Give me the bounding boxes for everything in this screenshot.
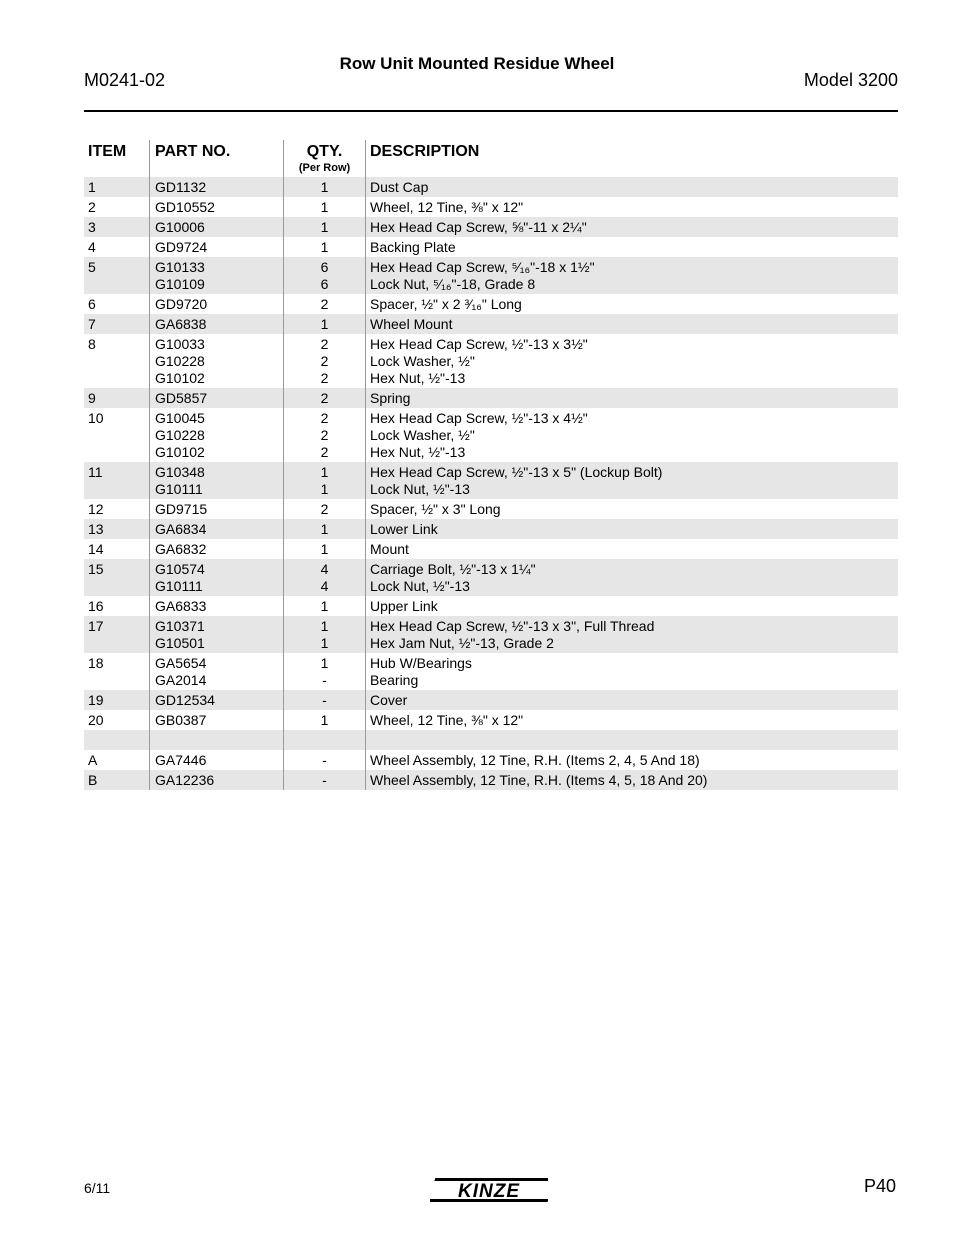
quantity: - (322, 692, 327, 708)
part-number: GA2014 (155, 672, 207, 688)
desc-cell (365, 519, 898, 539)
qty-cell (283, 730, 365, 750)
item-cell (84, 770, 149, 790)
col-part-header: PART NO. (149, 140, 283, 177)
quantity: 2 (320, 427, 329, 443)
quantity: - (322, 772, 327, 788)
qty-cell (283, 710, 365, 730)
desc-cell (365, 616, 898, 653)
item-cell (84, 197, 149, 217)
qty-cell (283, 257, 365, 294)
description: Lock Nut, ½"-13 (370, 578, 470, 594)
quantity: - (322, 752, 327, 768)
item-number: 15 (88, 561, 104, 577)
item-number: 19 (88, 692, 104, 708)
quantity: 1 (320, 219, 329, 235)
kinze-logo (430, 1176, 548, 1204)
part-number: GA6833 (155, 598, 207, 614)
quantity: 2 (320, 390, 329, 406)
part-cell (149, 559, 283, 596)
part-cell (149, 596, 283, 616)
part-number: GD5857 (155, 390, 208, 406)
part-cell (149, 499, 283, 519)
part-number: GD9715 (155, 501, 208, 517)
part-number: G10348 (155, 464, 205, 480)
description: Hex Nut, ½"-13 (370, 370, 466, 386)
part-cell (149, 710, 283, 730)
part-number: GD12534 (155, 692, 215, 708)
qty-cell (283, 539, 365, 559)
quantity: 1 (320, 655, 329, 671)
item-cell (84, 388, 149, 408)
part-cell (149, 388, 283, 408)
desc-cell (365, 653, 898, 690)
model-label: Model 3200 (803, 70, 898, 90)
item-number: 5 (88, 259, 96, 275)
item-number: A (88, 752, 98, 768)
description: Spacer, ½" x 2 ³⁄₁₆" Long (370, 296, 522, 312)
part-number: G10102 (155, 444, 205, 460)
table-row (84, 499, 898, 519)
table-row (84, 539, 898, 559)
quantity: 2 (320, 353, 329, 369)
quantity (284, 732, 365, 749)
qty-cell (283, 217, 365, 237)
part-number: GA12236 (155, 772, 215, 788)
description: Hex Head Cap Screw, ⁵⁄₁₆"-18 x 1½" (370, 259, 595, 275)
part-number: G10111 (155, 481, 203, 497)
description: Wheel Assembly, 12 Tine, R.H. (Items 2, 4, 5 And 18) (370, 752, 700, 768)
quantity: 2 (320, 410, 329, 426)
description: Wheel Assembly, 12 Tine, R.H. (Items 4, 5, 18 And 20) (370, 772, 708, 788)
item-cell (84, 462, 149, 499)
part-cell (149, 217, 283, 237)
qty-cell (283, 294, 365, 314)
desc-cell (365, 499, 898, 519)
part-number: GA7446 (155, 752, 207, 768)
part-number: GA6834 (155, 521, 207, 537)
qty-cell (283, 750, 365, 770)
part-cell (149, 334, 283, 388)
qty-cell (283, 499, 365, 519)
qty-cell (283, 519, 365, 539)
item-number: 3 (88, 219, 96, 235)
qty-cell (283, 197, 365, 217)
item-number: 11 (88, 464, 103, 480)
desc-cell (365, 217, 898, 237)
quantity: 2 (320, 501, 329, 517)
col-desc-header: DESCRIPTION (365, 140, 898, 177)
description: Hub W/Bearings (370, 655, 472, 671)
desc-cell (365, 710, 898, 730)
item-number: 12 (88, 501, 104, 517)
quantity: 4 (320, 578, 329, 594)
table-header (84, 140, 898, 177)
quantity: 2 (320, 370, 329, 386)
desc-cell (365, 257, 898, 294)
item-cell (84, 177, 149, 197)
quantity: 2 (320, 296, 329, 312)
description: Hex Head Cap Screw, ½"-13 x 4½" (370, 410, 588, 426)
item-cell (84, 257, 149, 294)
part-number: G10133 (155, 259, 205, 275)
part-cell (149, 730, 283, 750)
desc-cell (365, 750, 898, 770)
table-row (84, 294, 898, 314)
item-cell (84, 596, 149, 616)
table-body (84, 177, 898, 790)
table-row (84, 730, 898, 750)
table-row (84, 750, 898, 770)
part-number: GB0387 (155, 712, 207, 728)
part-number: GA6832 (155, 541, 207, 557)
desc-cell (365, 408, 898, 462)
item-cell (84, 653, 149, 690)
item-number: 13 (88, 521, 104, 537)
part-cell (149, 408, 283, 462)
quantity: - (322, 672, 327, 688)
description: Spacer, ½" x 3" Long (370, 501, 501, 517)
qty-cell (283, 559, 365, 596)
table-row (84, 770, 898, 790)
table-row (84, 314, 898, 334)
item-cell (84, 217, 149, 237)
part-number: GD10552 (155, 199, 215, 215)
desc-cell (365, 314, 898, 334)
item-cell (84, 730, 149, 750)
item-cell (84, 294, 149, 314)
qty-cell (283, 596, 365, 616)
description: Dust Cap (370, 179, 429, 195)
page-title: Row Unit Mounted Residue Wheel (339, 54, 615, 73)
description: Upper Link (370, 598, 438, 614)
quantity: 1 (320, 481, 329, 497)
part-number (155, 732, 283, 749)
description: Lock Nut, ½"-13 (370, 481, 470, 497)
quantity: 1 (320, 316, 329, 332)
page-number: P40 (863, 1176, 896, 1196)
header-rule (84, 110, 898, 112)
item-number: 9 (88, 390, 96, 406)
quantity: 1 (320, 618, 329, 634)
qty-cell (283, 334, 365, 388)
part-number: G10501 (155, 635, 205, 651)
desc-cell (365, 177, 898, 197)
table-row (84, 334, 898, 388)
table-row (84, 217, 898, 237)
description: Carriage Bolt, ½"-13 x 1¼" (370, 561, 536, 577)
description: Lock Washer, ½" (370, 353, 475, 369)
item-cell (84, 750, 149, 770)
quantity: 1 (320, 199, 329, 215)
part-number: G10033 (155, 336, 205, 352)
part-cell (149, 314, 283, 334)
item-number: 18 (88, 655, 104, 671)
desc-cell (365, 294, 898, 314)
item-cell (84, 690, 149, 710)
item-number: 2 (88, 199, 96, 215)
doc-number: M0241-02 (84, 70, 166, 90)
quantity: 1 (320, 541, 329, 557)
table-row (84, 177, 898, 197)
desc-cell (365, 237, 898, 257)
item-number: 17 (88, 618, 104, 634)
item-cell (84, 334, 149, 388)
quantity: 6 (320, 259, 329, 275)
item-number: 4 (88, 239, 96, 255)
qty-cell (283, 388, 365, 408)
description (370, 732, 898, 749)
desc-cell (365, 197, 898, 217)
description: Hex Head Cap Screw, ½"-13 x 3½" (370, 336, 588, 352)
item-number: 10 (88, 410, 104, 426)
description: Wheel, 12 Tine, ⅜" x 12" (370, 199, 524, 215)
description: Hex Head Cap Screw, ½"-13 x 5" (Lockup Bolt) (370, 464, 663, 480)
qty-header-sub: (Per Row) (298, 162, 351, 174)
item-cell (84, 408, 149, 462)
quantity: 2 (320, 336, 329, 352)
quantity: 1 (320, 179, 329, 195)
desc-cell (365, 539, 898, 559)
item-number: 16 (88, 598, 104, 614)
part-cell (149, 177, 283, 197)
parts-table (84, 140, 898, 790)
table-row (84, 197, 898, 217)
part-number: GA5654 (155, 655, 207, 671)
desc-cell (365, 334, 898, 388)
col-qty-header (283, 140, 365, 177)
part-number: GA6838 (155, 316, 207, 332)
description: Mount (370, 541, 409, 557)
table-row (84, 559, 898, 596)
part-cell (149, 197, 283, 217)
table-row (84, 690, 898, 710)
qty-cell (283, 237, 365, 257)
part-number: GD1132 (155, 179, 207, 195)
item-cell (84, 237, 149, 257)
description: Bearing (370, 672, 419, 688)
item-number: 20 (88, 712, 104, 728)
quantity: 4 (320, 561, 329, 577)
table-row (84, 408, 898, 462)
part-number: GD9724 (155, 239, 208, 255)
item-number: 6 (88, 296, 96, 312)
part-cell (149, 539, 283, 559)
qty-header-label: QTY. (306, 143, 343, 160)
part-cell (149, 690, 283, 710)
qty-cell (283, 462, 365, 499)
desc-cell (365, 690, 898, 710)
item-number: 7 (88, 316, 96, 332)
part-cell (149, 616, 283, 653)
description: Cover (370, 692, 408, 708)
table-row (84, 710, 898, 730)
part-number: GD9720 (155, 296, 208, 312)
part-number: G10371 (155, 618, 205, 634)
desc-cell (365, 388, 898, 408)
part-cell (149, 653, 283, 690)
item-cell (84, 710, 149, 730)
quantity: 1 (320, 712, 329, 728)
quantity: 6 (320, 276, 329, 292)
part-number: G10228 (155, 427, 205, 443)
desc-cell (365, 462, 898, 499)
item-cell (84, 499, 149, 519)
table-row (84, 388, 898, 408)
item-cell (84, 616, 149, 653)
description: Hex Head Cap Screw, ½"-13 x 3", Full Thread (370, 618, 655, 634)
col-item-header: ITEM (88, 143, 127, 160)
description: Hex Jam Nut, ½"-13, Grade 2 (370, 635, 554, 651)
part-cell (149, 462, 283, 499)
description: Spring (370, 390, 411, 406)
desc-cell (365, 559, 898, 596)
part-number: G10228 (155, 353, 205, 369)
part-number: G10045 (155, 410, 205, 426)
description: Backing Plate (370, 239, 456, 255)
part-number: G10102 (155, 370, 205, 386)
qty-cell (283, 653, 365, 690)
qty-cell (283, 314, 365, 334)
qty-cell (283, 616, 365, 653)
description: Hex Head Cap Screw, ⅝"-11 x 2¼" (370, 219, 587, 235)
table-row (84, 616, 898, 653)
part-number: G10109 (155, 276, 205, 292)
quantity: 1 (320, 598, 329, 614)
part-cell (149, 750, 283, 770)
item-number: 1 (88, 179, 96, 195)
description: Lock Washer, ½" (370, 427, 475, 443)
item-number: 8 (88, 336, 96, 352)
desc-cell (365, 770, 898, 790)
quantity: 1 (320, 521, 329, 537)
description: Lower Link (370, 521, 438, 537)
part-number: G10006 (155, 219, 205, 235)
table-row (84, 653, 898, 690)
description: Hex Nut, ½"-13 (370, 444, 466, 460)
description: Lock Nut, ⁵⁄₁₆"-18, Grade 8 (370, 276, 536, 292)
part-cell (149, 294, 283, 314)
footer-date: 6/11 (84, 1180, 111, 1196)
table-row (84, 257, 898, 294)
description: Wheel Mount (370, 316, 453, 332)
table-row (84, 462, 898, 499)
kinze-logo-text: KINZE (458, 1181, 520, 1202)
quantity: 1 (320, 239, 329, 255)
desc-cell (365, 596, 898, 616)
part-cell (149, 237, 283, 257)
item-number: B (88, 772, 98, 788)
part-cell (149, 257, 283, 294)
qty-cell (283, 177, 365, 197)
table-row (84, 596, 898, 616)
quantity: 1 (320, 464, 329, 480)
quantity: 2 (320, 444, 329, 460)
part-cell (149, 770, 283, 790)
item-cell (84, 559, 149, 596)
item-cell (84, 539, 149, 559)
quantity: 1 (320, 635, 329, 651)
qty-cell (283, 770, 365, 790)
qty-cell (283, 690, 365, 710)
item-cell (84, 314, 149, 334)
item-number: 14 (88, 541, 104, 557)
table-row (84, 237, 898, 257)
qty-cell (283, 408, 365, 462)
part-cell (149, 519, 283, 539)
item-cell (84, 519, 149, 539)
description: Wheel, 12 Tine, ⅜" x 12" (370, 712, 524, 728)
part-number: G10111 (155, 578, 203, 594)
part-number: G10574 (155, 561, 205, 577)
table-row (84, 519, 898, 539)
desc-cell (365, 730, 898, 750)
